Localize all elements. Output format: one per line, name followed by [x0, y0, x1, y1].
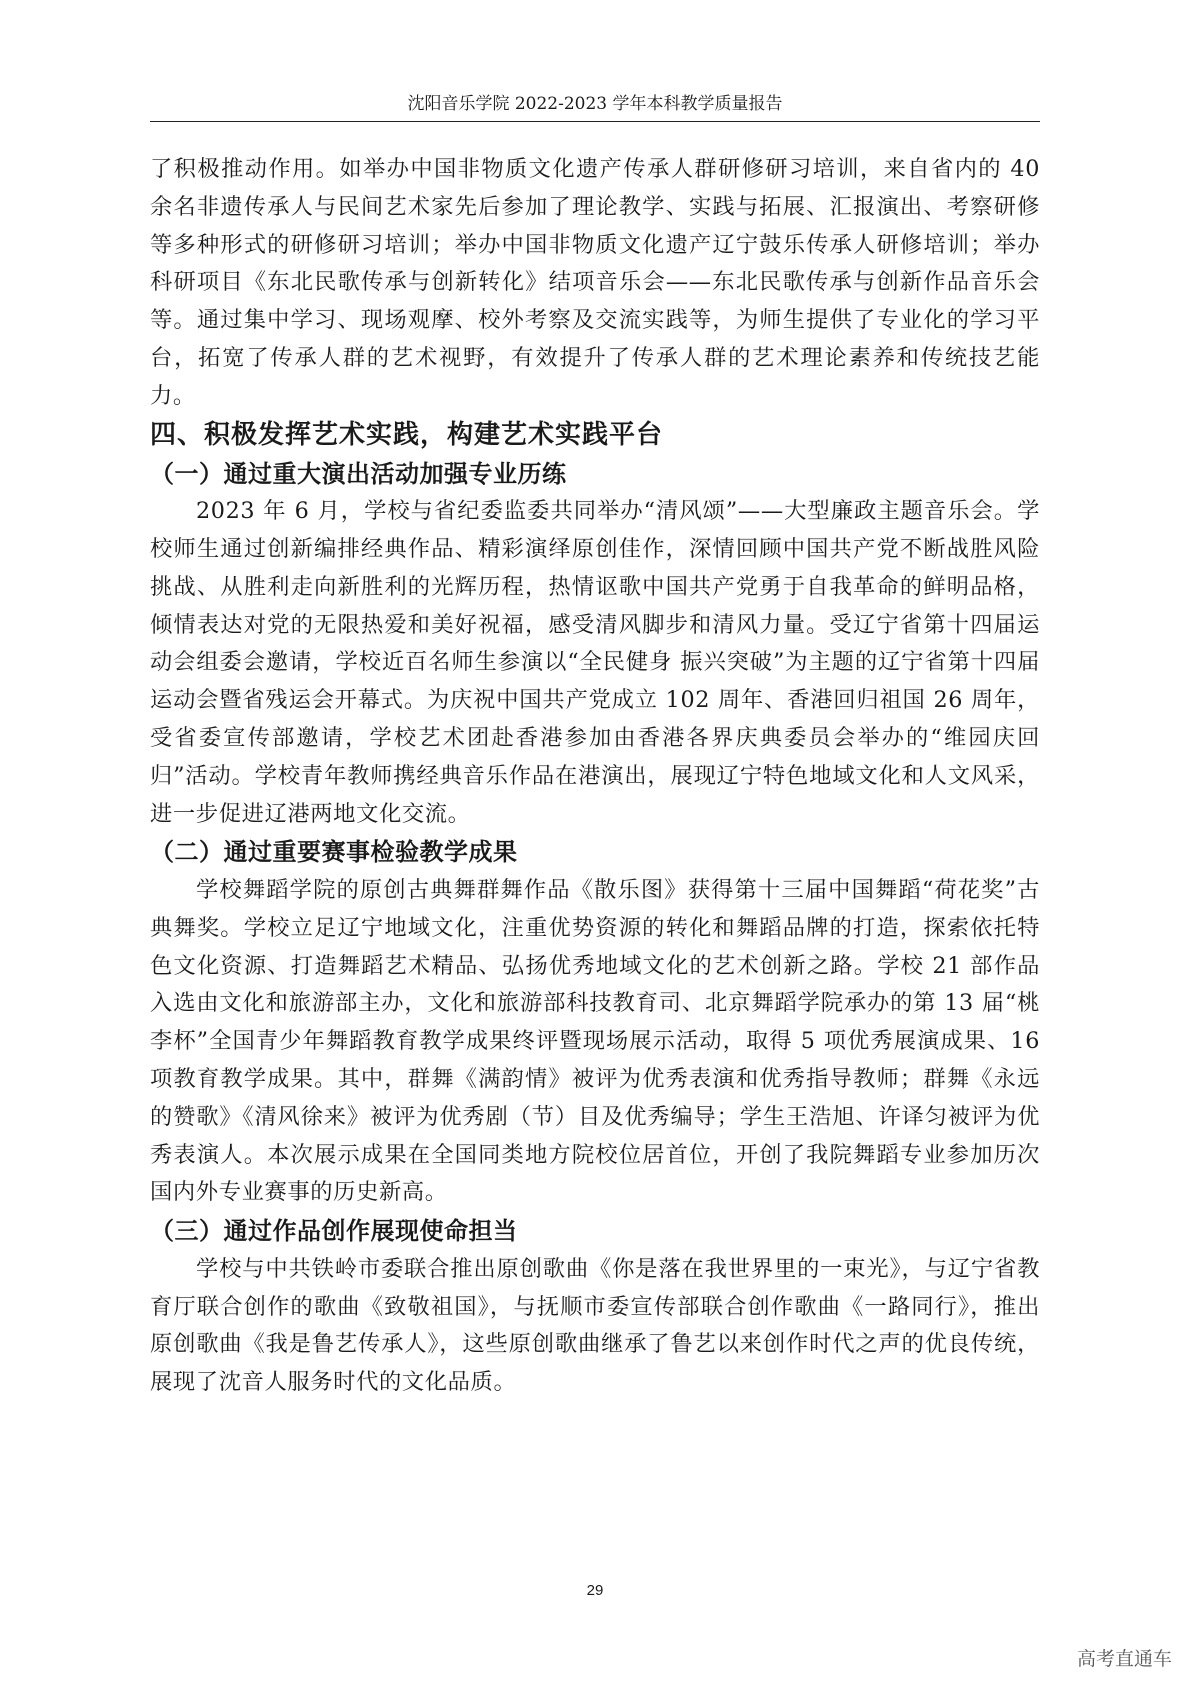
subsection-heading-1: （一）通过重大演出活动加强专业历练 [150, 459, 567, 488]
subsection-heading-2: （二）通过重要赛事检验教学成果 [150, 838, 518, 867]
subsection-heading-3: （三）通过作品创作展现使命担当 [150, 1217, 518, 1246]
subsection-paragraph-2: 学校舞蹈学院的原创古典舞群舞作品《散乐图》获得第十三届中国舞蹈“荷花奖”古典舞奖。学校立足辽宁地域文化，注重优势资源的转化和舞蹈品牌的打造，探索依托特色文化资源、打造舞蹈艺术精品、弘扬优秀地域文化的艺术创新之路。学校 21 部作品入选由文化和旅游部主办，文化和旅游部科技教育司、北京舞蹈学院承办的第 13 届“桃李杯”全国青少年舞蹈教育教学成果终评暨现场展示活动，取得 5 项优秀展演成果、16 项教育教学成果。其中，群舞《满韵情》被评为优秀表演和优秀指导教师；群舞《永远的赞歌》《清风徐来》被评为优秀剧（节）目及优秀编导；学生王浩旭、许译匀被评为优秀表演人。本次展示成果在全国同类地方院校位居首位，开创了我院舞蹈专业参加历次国内外专业赛事的历史新高。 [150, 876, 1040, 1206]
header-divider [150, 121, 1040, 122]
section-heading: 四、积极发挥艺术实践，构建艺术实践平台 [150, 419, 664, 450]
subsection-paragraph-3: 学校与中共铁岭市委联合推出原创歌曲《你是落在我世界里的一束光》，与辽宁省教育厅联合创作的歌曲《致敬祖国》，与抚顺市委宣传部联合创作歌曲《一路同行》，推出原创歌曲《我是鲁艺传承人》，这些原创歌曲继承了鲁艺以来创作时代之声的优良传统，展现了沈音人服务时代的文化品质。 [150, 1255, 1040, 1396]
running-header: 沈阳音乐学院 2022-2023 学年本科教学质量报告 [407, 94, 783, 114]
subsection-paragraph-1: 2023 年 6 月，学校与省纪委监委共同举办“清风颂”——大型廉政主题音乐会。学校师生通过创新编排经典作品、精彩演绎原创佳作，深情回顾中国共产党不断战胜风险挑战、从胜利走向新胜利的光辉历程，热情讴歌中国共产党勇于自我革命的鲜明品格，倾情表达对党的无限热爱和美好祝福，感受清风脚步和清风力量。受辽宁省第十四届运动会组委会邀请，学校近百名师生参演以“全民健身 振兴突破”为主题的辽宁省第十四届运动会暨省残运会开幕式。为庆祝中国共产党成立 102 周年、香港回归祖国 26 周年，受省委宣传部邀请，学校艺术团赴香港参加由香港各界庆典委员会举办的“维园庆回归”活动。学校青年教师携经典音乐作品在港演出，展现辽宁特色地域文化和人文风采，进一步促进辽港两地文化交流。 [150, 498, 1040, 827]
page-number: 29 [586, 1582, 604, 1599]
page-content [150, 151, 1040, 1402]
intro-paragraph: 了积极推动作用。如举办中国非物质文化遗产传承人群研修研习培训，来自省内的 40 余名非遗传承人与民间艺术家先后参加了理论教学、实践与拓展、汇报演出、考察研修等多种形式的研修研习培训；举办中国非物质文化遗产辽宁鼓乐传承人研修培训；举办科研项目《东北民歌传承与创新转化》结项音乐会——东北民歌传承与创新作品音乐会等。通过集中学习、现场观摩、校外考察及交流实践等，为师生提供了专业化的学习平台，拓宽了传承人群的艺术视野，有效提升了传承人群的艺术理论素养和传统技艺能力。 [150, 156, 1040, 409]
watermark-text: 高考直通车 [1076, 1648, 1172, 1670]
